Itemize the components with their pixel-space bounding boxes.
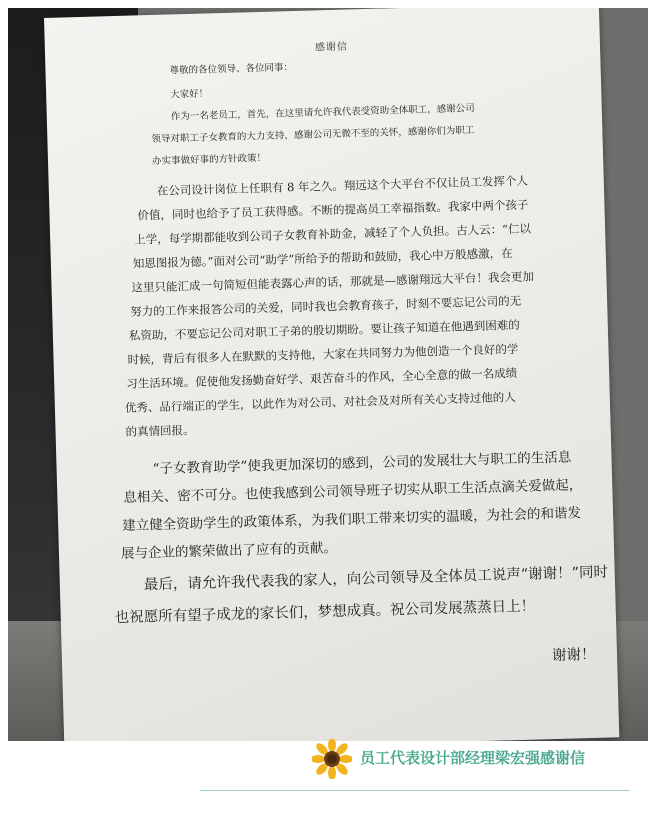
letter-line: 私资助，不要忘记公司对职工子弟的殷切期盼。要让孩子知道在他遇到困难的 [128,317,520,343]
letter-line: 知恩图报为德。”面对公司“助学”所给予的帮助和鼓励，我心中万般感激，在 [132,246,513,271]
letter-paper [44,8,619,741]
letter-line: 展与企业的繁荣做出了应有的贡献。 [120,540,338,563]
letter-line: 办实事做好事的方针政策！ [151,152,267,168]
letter-line: 的真情回报。 [125,422,195,439]
letter-line: 上学，每学期都能收到公司子女教育补助金，减轻了个人负担。古人云：“仁以 [134,221,532,247]
letter-line: 努力的工作来报答公司的关爱，同时我也会教育孩子，时刻不要忘记公司的无 [130,293,522,319]
letter-closing: 谢谢！ [551,646,596,665]
letter-line: 习生活环境。促使他发扬勤奋好学、艰苦奋斗的作风，全心全意的做一名成绩 [126,365,518,391]
letter-line: 时候，背后有很多人在默默的支持他，大家在共同努力为他创造一个良好的学 [127,341,519,367]
letter-line: 建立健全资助学生的政策体系，为我们职工带来切实的温暖，为社会的和谐发 [121,505,582,535]
letter-line: 领导对职工子女教育的大力支持，感谢公司无微不至的关怀，感谢你们为职工 [151,125,475,146]
letter-line: 优秀、品行端正的学生，以此作为对公司、对社会及对所有关心支持过他的人 [124,389,516,415]
letter-line: 价值，同时也给予了员工获得感。不断的提高员工幸福指数。我家中两个孩子 [137,197,529,223]
letter-line: 也祝愿所有望子成龙的家长们，梦想成真。祝公司发展蒸蒸日上！ [114,598,536,627]
letter-line: 大家好！ [170,88,209,101]
photo [8,8,648,741]
letter-line: 尊敬的各位领导、各位同事： [169,62,294,77]
letter-line: 息相关、密不可分。也使我感到公司领导班子切实从职工生活点滴关爱做起， [123,477,583,506]
letter-line: 在公司设计岗位上任职有 8 年之久。翔远这个大平台不仅让员工发挥个人 [156,173,529,198]
letter-line: 作为一名老员工，首先，在这里请允许我代表受资助全体职工，感谢公司 [170,103,475,123]
letter-title: 感谢信 [314,41,349,54]
sunflower-icon [312,739,352,779]
caption-text: 员工代表设计部经理梁宏强感谢信 [360,749,586,767]
letter-line: “子女教育助学”使我更加深切的感到，公司的发展壮大与职工的生活息 [152,449,572,478]
caption-banner [300,735,640,785]
caption-divider [200,790,630,791]
letter-line: 最后，请允许我代表我的家人，向公司领导及全体员工说声“谢谢！”同时 [143,564,609,594]
letter-line: 这里只能汇成一句简短但能表露心声的话，那就是—感谢翔远大平台！我会更加 [131,269,535,295]
